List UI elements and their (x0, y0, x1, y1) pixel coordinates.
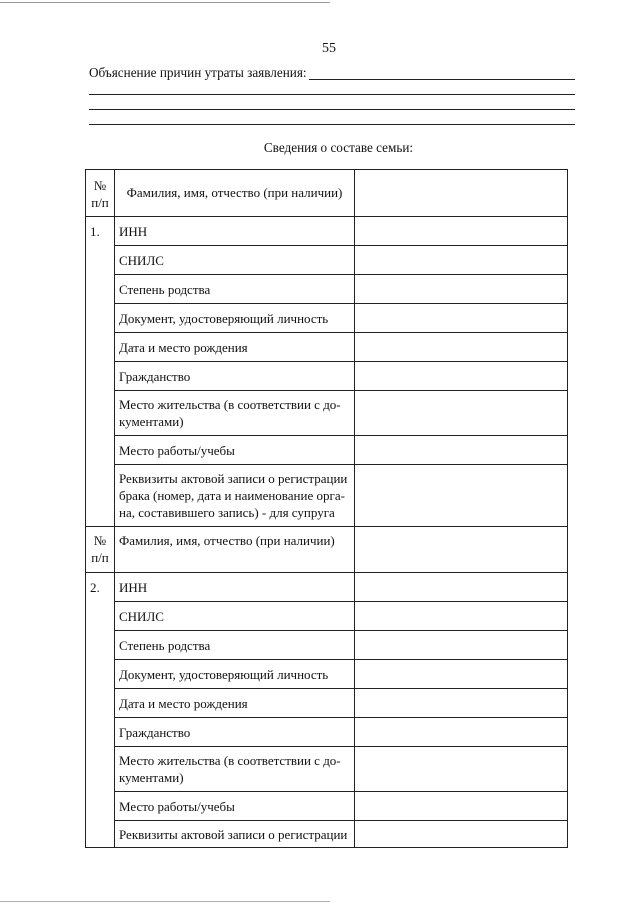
table-row (86, 792, 568, 821)
value-snils[interactable] (355, 246, 568, 275)
field-inn: ИНН (115, 217, 355, 246)
table-row (86, 217, 568, 246)
value-residence[interactable] (355, 391, 568, 436)
value-relation[interactable] (355, 275, 568, 304)
field-marriage: Реквизиты актовой записи о регистрации брака (номер, дата и наименование орга-на, составившего запись) - для супруга (115, 465, 355, 527)
field-residence: Место жительства (в соответствии с до-кументами) (115, 391, 355, 436)
field-relation: Степень родства (115, 631, 355, 660)
value-snils[interactable] (355, 602, 568, 631)
table-row (86, 821, 568, 848)
scan-top-rule (0, 2, 330, 3)
num-sub: п/п (91, 550, 109, 565)
field-snils: СНИЛС (115, 602, 355, 631)
field-inn: ИНН (115, 573, 355, 602)
header-name-label: Фамилия, имя, отчество (при наличии) (126, 185, 343, 200)
table-row (86, 391, 568, 436)
field-birth: Дата и место рождения (115, 333, 355, 362)
value-id-doc[interactable] (355, 660, 568, 689)
page-number: 55 (322, 41, 336, 56)
member-number: 1. (86, 217, 115, 527)
table-row (86, 304, 568, 333)
header-num-cell (86, 170, 115, 217)
member-header-row (86, 527, 568, 573)
field-id-doc: Документ, удостоверяющий личность (115, 304, 355, 333)
table-row (86, 362, 568, 391)
table-row (86, 436, 568, 465)
num-sub: п/п (91, 195, 109, 210)
field-citizenship: Гражданство (115, 718, 355, 747)
value-relation[interactable] (355, 631, 568, 660)
blank-line[interactable] (89, 109, 575, 110)
explanation-blank[interactable] (309, 66, 575, 80)
table-row (86, 333, 568, 362)
value-marriage[interactable] (355, 821, 568, 848)
section-title: Сведения о составе семьи: (263, 140, 414, 155)
explanation-label: Объяснение причин утраты заявления: (89, 65, 307, 80)
table-row (86, 660, 568, 689)
member-number: 2. (86, 573, 115, 848)
header-name-value[interactable] (355, 527, 568, 573)
value-citizenship[interactable] (355, 362, 568, 391)
table-row (86, 602, 568, 631)
field-relation: Степень родства (115, 275, 355, 304)
header-name-label: Фамилия, имя, отчество (при наличии) (115, 527, 355, 573)
value-citizenship[interactable] (355, 718, 568, 747)
value-inn[interactable] (355, 217, 568, 246)
field-birth: Дата и место рождения (115, 689, 355, 718)
blank-line[interactable] (89, 124, 575, 125)
table-row (86, 747, 568, 792)
table-row (86, 465, 568, 527)
explanation-line (89, 64, 575, 80)
field-citizenship: Гражданство (115, 362, 355, 391)
value-id-doc[interactable] (355, 304, 568, 333)
field-residence: Место жительства (в соответствии с до-кументами) (115, 747, 355, 792)
table-row (86, 275, 568, 304)
num-symbol: № (93, 178, 107, 193)
value-birth[interactable] (355, 689, 568, 718)
field-work: Место работы/учебы (115, 436, 355, 465)
table-header-row (86, 170, 568, 217)
header-name-cell (115, 170, 355, 217)
value-inn[interactable] (355, 573, 568, 602)
field-id-doc: Документ, удостоверяющий личность (115, 660, 355, 689)
table-row (86, 246, 568, 275)
value-residence[interactable] (355, 747, 568, 792)
header-name-value[interactable] (355, 170, 568, 217)
field-work: Место работы/учебы (115, 792, 355, 821)
blank-line[interactable] (89, 94, 575, 95)
value-birth[interactable] (355, 333, 568, 362)
value-work[interactable] (355, 792, 568, 821)
num-symbol: № (93, 533, 107, 548)
table-row (86, 689, 568, 718)
value-marriage[interactable] (355, 465, 568, 527)
field-snils: СНИЛС (115, 246, 355, 275)
family-table (85, 169, 568, 848)
scan-bottom-rule (0, 901, 330, 902)
table-row (86, 573, 568, 602)
table-row (86, 631, 568, 660)
field-marriage: Реквизиты актовой записи о регистрации (115, 821, 355, 848)
table-row (86, 718, 568, 747)
header-num-cell (86, 527, 115, 573)
value-work[interactable] (355, 436, 568, 465)
